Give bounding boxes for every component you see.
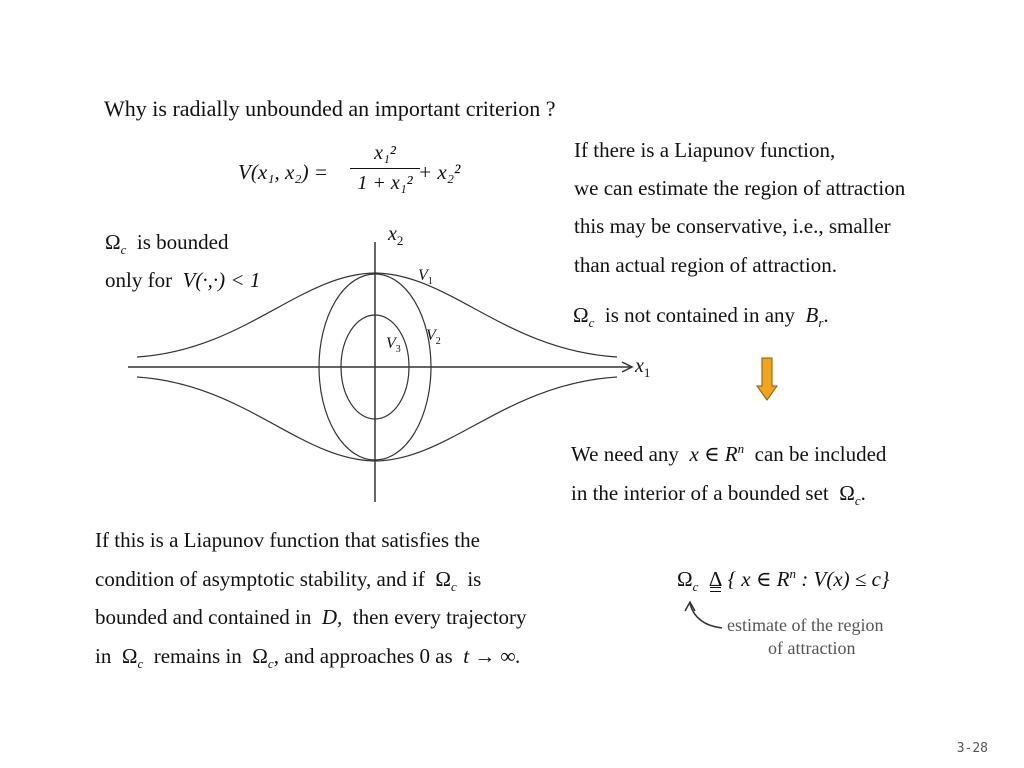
- omega-subscript: c: [451, 579, 457, 595]
- right-paragraph-line-3: this may be conservative, i.e., smaller: [574, 214, 891, 238]
- right-paragraph-line-4: than actual region of attraction.: [574, 253, 837, 277]
- need-line-1: [571, 441, 887, 466]
- omega-symbol: Ω: [677, 567, 693, 591]
- x2-label-sub: 2: [396, 233, 404, 248]
- x2-axis-label: [388, 223, 404, 248]
- need-prefix: We need any: [571, 442, 679, 466]
- page-number: 3-28: [956, 741, 988, 756]
- defined-as-symbol: [709, 569, 723, 590]
- need-prefix-2: in the interior of a bounded set: [571, 481, 829, 505]
- right-paragraph-line-1: If there is a Liapunov function,: [574, 138, 836, 162]
- bp-l2-suffix: is: [467, 567, 482, 591]
- need-line-2: [571, 481, 866, 509]
- formula-numerator: x₁²: [374, 142, 396, 164]
- x1-axis-label: [635, 355, 651, 380]
- bp-l4-t: t → ∞.: [463, 644, 521, 668]
- v2-label: [426, 327, 441, 348]
- omega-symbol: Ω: [105, 230, 121, 254]
- v3-label: [386, 335, 401, 356]
- omega-subscript: c: [137, 656, 144, 672]
- need-suffix: can be included: [754, 442, 887, 466]
- bp-l4-a: in: [95, 644, 112, 668]
- omega-subscript: c: [588, 315, 595, 331]
- formula-denominator: 1 + x₁²: [357, 172, 413, 194]
- v3-label-text: V: [386, 335, 396, 352]
- omega-definition: [677, 566, 890, 595]
- bottom-paragraph-line-1: If this is a Liapunov function that satisfies the: [95, 528, 480, 552]
- not-contained-statement: [573, 303, 829, 331]
- v3-label-sub: 3: [395, 344, 401, 356]
- left-note-math: V(·,·) < 1: [182, 268, 261, 292]
- omega-symbol: Ω: [839, 481, 855, 505]
- v2-label-sub: 2: [435, 336, 441, 348]
- omega-symbol: Ω: [121, 644, 138, 668]
- bp-l3-prefix: bounded and contained in: [95, 605, 312, 629]
- estimate-note-line-2: of attraction: [768, 638, 856, 658]
- omega-symbol: Ω: [252, 644, 268, 668]
- omega-subscript: c: [692, 579, 699, 595]
- set-sup: n: [789, 566, 796, 581]
- bp-l3-suffix: then every trajectory: [352, 605, 527, 629]
- x1-label-text: x: [635, 355, 644, 377]
- not-contained-text: is not contained in any: [604, 303, 796, 327]
- bp-l4-b: remains in: [153, 644, 242, 668]
- delta-symbol: Δ: [708, 567, 723, 591]
- x2-label-text: x: [388, 223, 397, 245]
- equals-bars: [710, 587, 722, 592]
- need-math: x ∈ R: [689, 442, 738, 466]
- v1-label-text: V: [418, 267, 428, 284]
- omega-subscript: c: [120, 242, 127, 258]
- formula-tail: + x₂²: [418, 160, 461, 184]
- period: .: [860, 481, 866, 505]
- v1-label-sub: 1: [427, 276, 433, 288]
- left-note-text-1: is bounded: [136, 230, 229, 254]
- formula-lhs: V(x₁, x₂) =: [238, 160, 328, 184]
- bottom-paragraph-line-3: [95, 607, 527, 628]
- set-open: { x ∈ R: [727, 567, 790, 591]
- estimate-note-line-1: estimate of the region: [727, 615, 884, 635]
- omega-subscript: c: [854, 493, 861, 509]
- bp-l4-c: , and approaches 0 as: [273, 644, 453, 668]
- omega-symbol: Ω: [573, 303, 589, 327]
- left-note-text-2: only for: [105, 268, 173, 292]
- bp-l2-prefix: condition of asymptotic stability, and if: [95, 567, 425, 591]
- omega-symbol: Ω: [435, 567, 452, 591]
- set-rest: : V(x) ≤ c}: [801, 567, 890, 591]
- right-paragraph-line-2: we can estimate the region of attraction: [574, 176, 906, 200]
- ball-symbol: B: [805, 303, 819, 327]
- x1-label-sub: 1: [643, 365, 651, 380]
- bottom-paragraph-line-2: [95, 567, 482, 595]
- slide-title: Why is radially unbounded an important criterion ?: [104, 96, 556, 121]
- domain-symbol: D,: [321, 605, 343, 629]
- need-sup: n: [737, 441, 745, 456]
- omega-subscript: c: [267, 656, 274, 672]
- period: .: [823, 303, 829, 327]
- bottom-paragraph-line-4: [95, 644, 521, 672]
- v1-label: [418, 267, 433, 288]
- ball-subscript: r: [818, 315, 824, 331]
- v2-label-text: V: [426, 327, 436, 344]
